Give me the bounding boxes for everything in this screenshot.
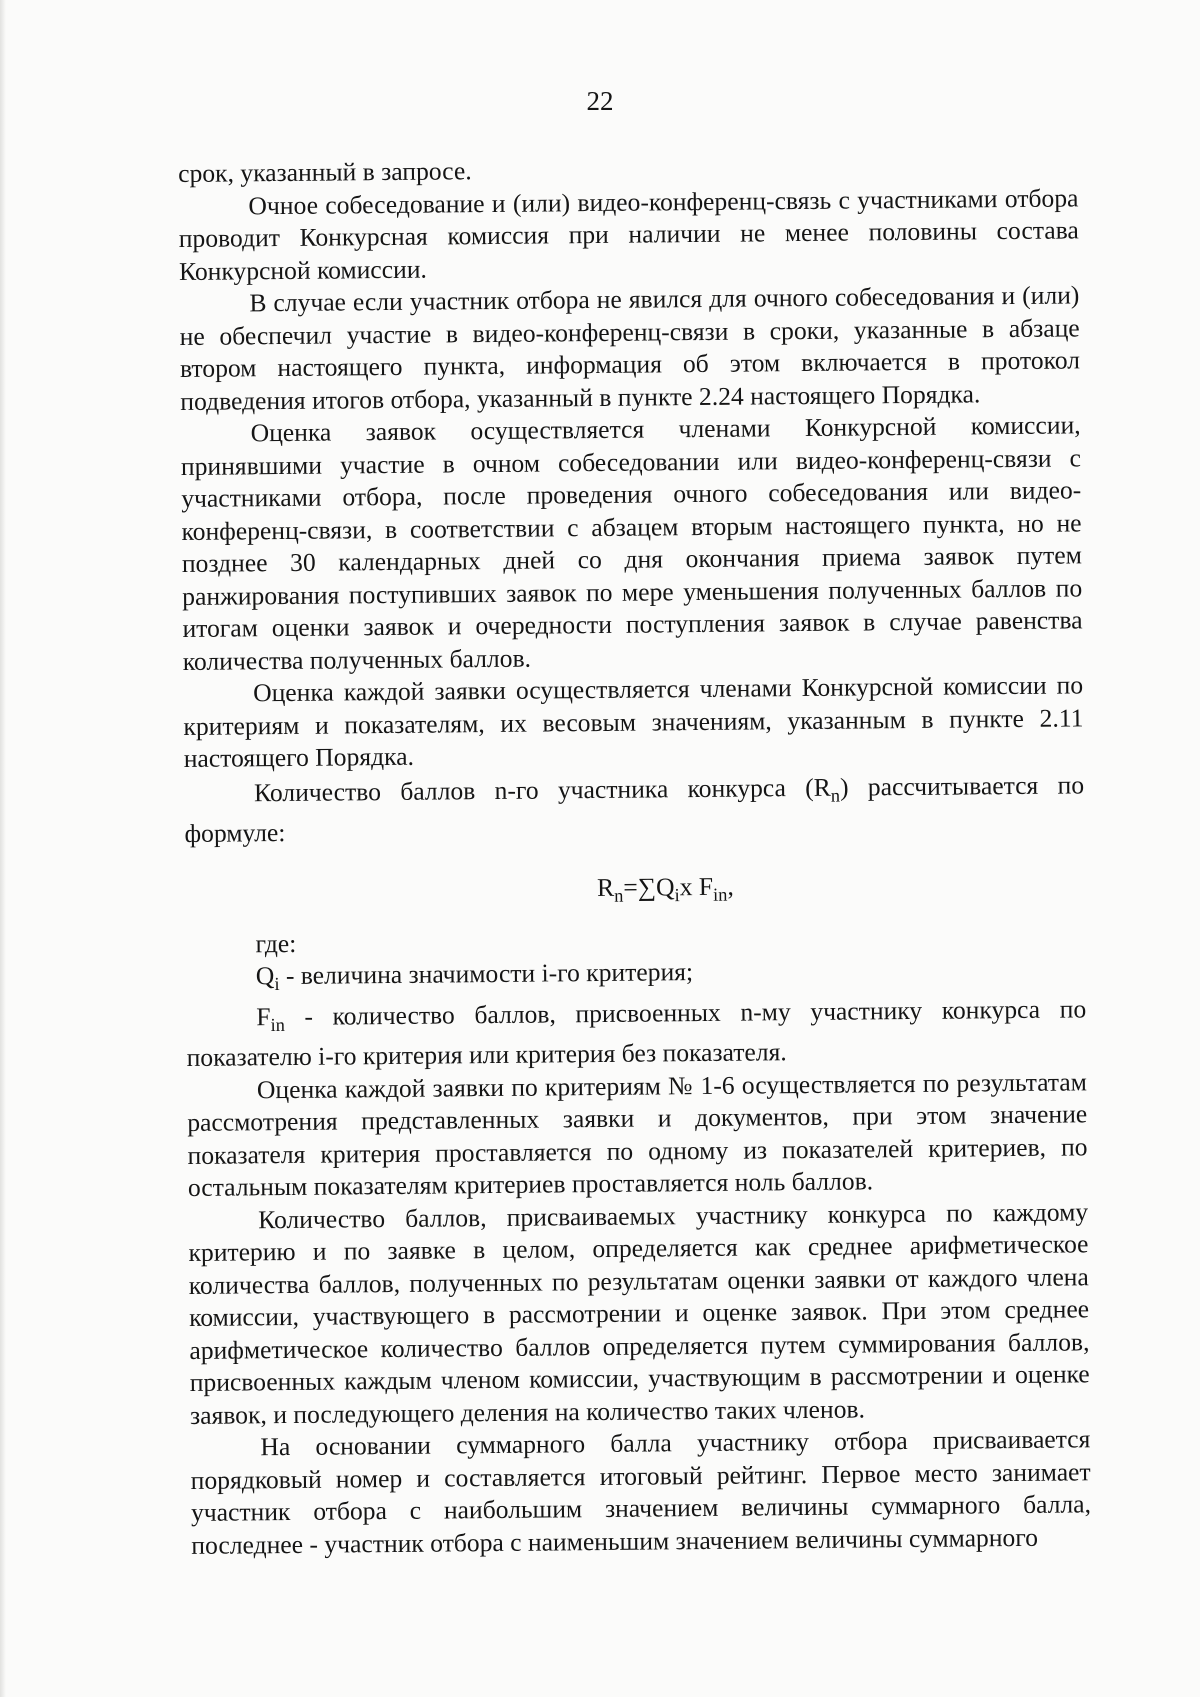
rn-intro-tail: ) рассчитывается по формуле: — [184, 769, 1085, 848]
where-label: где: — [255, 928, 297, 959]
formula-sum-q: =∑Q — [623, 872, 675, 903]
score-formula — [185, 868, 1085, 917]
paragraph-evaluation: Оценка заявок осуществляется членами Конкурсной комиссии, принявшими участие в очном собеседовании или видео-конференц-связи с участниками отбора, после проведения очного собеседования или видео-конференц-связи, в соответствии с абзацем вторым настоящего пункта, но не позднее 30 календарных дней со дня окончания приема заявок путем ранжирования поступивших заявок по мере уменьшения полученных баллов по итогам оценки заявок и очередности поступления заявок в случае равенства количества полученных баллов. — [180, 410, 1083, 676]
definition-f-sub: in — [270, 1014, 285, 1035]
paragraph-absence: В случае если участник отбора не явился для очного собеседования и (или) не обеспечил участие в видео-конференц-связи в сроки, указанные в абзаце втором настоящего пункта, информация об этом включается в протокол подведения итогов отбора, указанный в пункте 2.24 настоящего Порядка. — [179, 280, 1081, 416]
definition-q-symbol: Q — [255, 961, 275, 991]
paragraph-rating: На основании суммарного балла участнику отбора присваивается порядковый номер и составляется итоговый рейтинг. Первое место занимает участник отбора с наибольшим значением величины суммарного балла, последнее - участник отбора с наименьшим значением величины суммарного — [190, 1424, 1092, 1560]
rn-intro-text: Количество баллов n-го участника конкурса (R — [253, 772, 831, 807]
paragraph-average-score: Количество баллов, присваиваемых участнику конкурса по каждому критерию и по заявке в целом, определяется как среднее арифметическое количества баллов, полученных по результатам оценки заявки от каждого члена комиссии, участвующего в рассмотрении и оценке заявок. При этом среднее арифметическое количество баллов определяется путем суммирования баллов, присвоенных каждым членом комиссии, участвующим в рассмотрении и оценке заявок, и последующего деления на количество таких членов. — [188, 1196, 1090, 1430]
formula-times-f: x F — [679, 872, 714, 902]
page-number: 22 — [586, 86, 614, 116]
paragraph-score-formula-intro — [184, 769, 1085, 851]
paragraph-criteria-1-6: Оценка каждой заявки по критериям № 1-6 осуществляется по результатам рассмотрения представленных заявки и документов, при этом значение показателя критерия проставляется по одному из показателей критериев, по остальным показателям критериев проставляется ноль баллов. — [187, 1066, 1088, 1203]
definition-f-text: - количество баллов, присвоенных n-му участнику конкурса по показателю i-го критерия или критерия без показателя. — [186, 993, 1087, 1073]
definition-f — [186, 993, 1087, 1075]
paragraph-interview: Очное собеседование и (или) видео-конференц-связь с участниками отбора проводит Конкурсная комиссия при наличии не менее половины состава Конкурсной комиссии. — [178, 182, 1079, 286]
definition-f-symbol: F — [256, 1001, 271, 1031]
paragraph-criteria: Оценка каждой заявки осуществляется членами Конкурсной комиссии по критериям и показателям, их весовым значениям, указанным в пункте 2.11 настоящего Порядка. — [183, 670, 1084, 773]
formula-q-sub: i — [674, 885, 680, 906]
formula-r-sub: n — [614, 886, 624, 907]
definition-q-text: - величина значимости i-го критерия; — [279, 957, 694, 991]
formula-f-sub: in — [713, 885, 728, 906]
scan-edge-shadow — [0, 0, 6, 1697]
formula-end: , — [727, 872, 734, 902]
formula-r: R — [596, 873, 615, 903]
document-body — [178, 149, 1091, 1562]
rn-subscript: n — [830, 785, 841, 806]
definition-q-sub: i — [274, 974, 280, 995]
paragraph-continuation: срок, указанный в запросе. — [178, 156, 472, 188]
